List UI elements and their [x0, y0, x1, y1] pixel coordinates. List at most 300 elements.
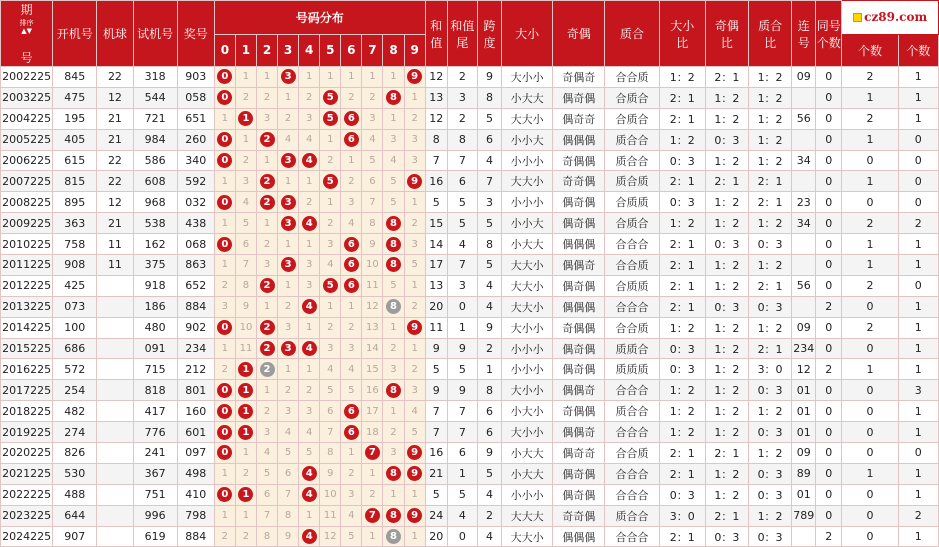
count-a-cell: 1: [842, 255, 898, 276]
sum-tail-cell: 5: [447, 213, 477, 234]
distribution-cell-miss: 2: [320, 213, 341, 234]
same-count-cell: 0: [816, 338, 842, 359]
distribution-cell-miss: 3: [256, 422, 277, 443]
span-cell: 4: [477, 526, 501, 547]
count-a-cell: 2: [842, 213, 898, 234]
distribution-cell-hit: [299, 338, 320, 359]
hit-ball: 0: [217, 445, 232, 460]
distribution-cell-hit: [278, 338, 299, 359]
open-number-header-label: 开机号: [56, 27, 93, 41]
distribution-cell-miss: 2: [214, 526, 235, 547]
size-header-label: 大小: [515, 27, 540, 41]
hit-ball: 8: [386, 508, 401, 523]
size-ratio-cell: 2：1: [659, 443, 705, 464]
distribution-cell-miss: 6: [320, 401, 341, 422]
test-number-cell: 417: [133, 401, 177, 422]
distribution-cell-miss: 1: [278, 234, 299, 255]
count-b-cell: 1: [898, 338, 938, 359]
open-number-cell: 908: [53, 255, 97, 276]
distribution-cell-miss: 2: [341, 87, 362, 108]
distribution-cell-miss: 1: [299, 171, 320, 192]
sum-cell: 12: [425, 108, 447, 129]
distribution-cell-miss: 10: [320, 484, 341, 505]
span-header-label: 跨: [483, 18, 496, 33]
digit-header-7: 7: [362, 34, 383, 66]
table-row: [1, 484, 939, 505]
distribution-cell-hit: [383, 526, 404, 547]
same-count-cell: 0: [816, 505, 842, 526]
consecutive-cell: 09: [792, 317, 816, 338]
distribution-cell-miss: 3: [404, 129, 425, 150]
distribution-cell-miss: 9: [278, 526, 299, 547]
hit-ball: 2: [260, 320, 275, 335]
hit-ball: 0: [217, 320, 232, 335]
parity-ratio-cell: 1：2: [705, 380, 748, 401]
distribution-cell-miss: 4: [278, 422, 299, 443]
distribution-cell-hit: [299, 463, 320, 484]
test-number-cell: 091: [133, 338, 177, 359]
test-number-header: [133, 1, 177, 67]
same-count-cell: 0: [816, 171, 842, 192]
distribution-cell-miss: 16: [362, 380, 383, 401]
size-ratio-header-label: 大小: [670, 18, 695, 33]
period-cell: 2004225: [1, 108, 53, 129]
distribution-cell-miss: 5: [235, 213, 256, 234]
test-number-cell: 318: [133, 67, 177, 88]
consecutive-cell: 789: [792, 505, 816, 526]
sort-label: 排序: [19, 19, 34, 27]
distribution-cell-hit: [320, 87, 341, 108]
distribution-cell-hit: [341, 234, 362, 255]
count-a-cell: 1: [842, 359, 898, 380]
award-number-cell: 234: [177, 338, 214, 359]
distribution-cell-hit: [383, 296, 404, 317]
distribution-cell-miss: 1: [404, 87, 425, 108]
distribution-cell-miss: 6: [256, 484, 277, 505]
award-number-cell: 592: [177, 171, 214, 192]
sum-tail-cell: 1: [447, 463, 477, 484]
parity-pattern-cell: 偶奇偶: [553, 359, 605, 380]
digit-header-2: 2: [256, 34, 277, 66]
distribution-cell-hit: [383, 234, 404, 255]
table-row: [1, 422, 939, 443]
distribution-cell-miss: 3: [404, 234, 425, 255]
distribution-cell-hit: [278, 150, 299, 171]
sum-header-label-2: 值: [430, 35, 443, 50]
test-number-cell: 721: [133, 108, 177, 129]
span-cell: 2: [477, 338, 501, 359]
digit-header-3: 3: [278, 34, 299, 66]
distribution-cell-hit: [299, 213, 320, 234]
open-number-cell: 363: [53, 213, 97, 234]
award-number-cell: 863: [177, 255, 214, 276]
span-cell: 8: [477, 87, 501, 108]
distribution-cell-miss: 2: [362, 484, 383, 505]
distribution-cell-hit: [214, 87, 235, 108]
distribution-cell-hit: [299, 296, 320, 317]
span-cell: 8: [477, 234, 501, 255]
test-number-cell: 918: [133, 275, 177, 296]
prime-pattern-cell: 质合合: [605, 505, 659, 526]
span-cell: 5: [477, 108, 501, 129]
distribution-cell-miss: 4: [299, 422, 320, 443]
sum-cell: 21: [425, 463, 447, 484]
period-cell: 2012225: [1, 275, 53, 296]
size-pattern-cell: 小大大: [502, 234, 553, 255]
prime-ratio-cell: 1：2: [748, 401, 791, 422]
distribution-cell-miss: 1: [320, 129, 341, 150]
size-ratio-header-label-2: 比: [676, 35, 689, 50]
open-number-cell: 758: [53, 234, 97, 255]
sort-arrows-icon[interactable]: 排序 ▲▼: [19, 19, 34, 35]
distribution-cell-miss: 3: [341, 484, 362, 505]
award-number-cell: 902: [177, 317, 214, 338]
parity-pattern-cell: 奇偶偶: [553, 401, 605, 422]
parity-pattern-cell: 偶偶偶: [553, 129, 605, 150]
consecutive-header-label-2: 号: [797, 35, 810, 50]
distribution-cell-miss: 3: [299, 255, 320, 276]
distribution-cell-miss: 8: [320, 443, 341, 464]
distribution-cell-hit: [383, 380, 404, 401]
prime-ratio-cell: 0：3: [748, 463, 791, 484]
same-count-cell: 0: [816, 87, 842, 108]
count-a-cell: 0: [842, 401, 898, 422]
hit-ball: 7: [365, 445, 380, 460]
parity-pattern-cell: 偶偶偶: [553, 296, 605, 317]
prime-ratio-cell: 1：2: [748, 505, 791, 526]
count-a-cell: 0: [842, 150, 898, 171]
prime-pattern-cell: 合质合: [605, 87, 659, 108]
table-header: [1, 1, 939, 67]
parity-ratio-cell: 2：1: [705, 505, 748, 526]
table-row: [1, 505, 939, 526]
consecutive-cell: [792, 526, 816, 547]
sum-cell: 7: [425, 150, 447, 171]
machine-header: [97, 1, 133, 67]
size-ratio-cell: 0：3: [659, 359, 705, 380]
distribution-cell-miss: 1: [320, 67, 341, 88]
sum-tail-cell: 0: [447, 296, 477, 317]
same-count-cell: 2: [816, 526, 842, 547]
hit-ball: 5: [323, 278, 338, 293]
machine-cell: 22: [97, 67, 133, 88]
table-row: [1, 443, 939, 464]
distribution-cell-miss: 2: [278, 380, 299, 401]
parity-ratio-cell: 1：2: [705, 108, 748, 129]
distribution-cell-hit: [214, 422, 235, 443]
prime-pattern-cell: 合质质: [605, 192, 659, 213]
distribution-cell-miss: 1: [320, 192, 341, 213]
machine-cell: [97, 275, 133, 296]
count-b-cell: 1: [898, 108, 938, 129]
span-cell: 9: [477, 67, 501, 88]
open-number-cell: 073: [53, 296, 97, 317]
test-number-cell: 586: [133, 150, 177, 171]
size-pattern-cell: 大小小: [502, 422, 553, 443]
award-number-cell: 058: [177, 87, 214, 108]
size-pattern-cell: 小小小: [502, 338, 553, 359]
prime-header-label: 质合: [620, 27, 645, 41]
distribution-cell-miss: 2: [404, 108, 425, 129]
hit-ball: 4: [302, 299, 317, 314]
distribution-cell-miss: 1: [320, 296, 341, 317]
sum-cell: 20: [425, 526, 447, 547]
award-number-cell: 903: [177, 67, 214, 88]
table-row: [1, 380, 939, 401]
parity-pattern-cell: 偶奇偶: [553, 463, 605, 484]
open-number-cell: 572: [53, 359, 97, 380]
open-number-cell: 195: [53, 108, 97, 129]
distribution-cell-miss: 3: [299, 401, 320, 422]
period-header[interactable]: [1, 1, 53, 67]
hit-ball: 8: [386, 466, 401, 481]
same-count-cell: 0: [816, 401, 842, 422]
logo-square-icon: [853, 13, 862, 22]
period-header-label: 期: [20, 3, 33, 17]
distribution-cell-miss: 14: [362, 338, 383, 359]
count-a-cell: 1: [842, 234, 898, 255]
parity-ratio-cell: 0：3: [705, 234, 748, 255]
size-pattern-cell: 大小小: [502, 380, 553, 401]
distribution-cell-miss: 5: [341, 526, 362, 547]
award-number-cell: 260: [177, 129, 214, 150]
prime-pattern-cell: 合合合: [605, 526, 659, 547]
sum-cell: 24: [425, 505, 447, 526]
machine-cell: [97, 484, 133, 505]
distribution-cell-miss: 2: [341, 317, 362, 338]
count-a-cell: 2: [842, 108, 898, 129]
parity-ratio-cell: 2：1: [705, 443, 748, 464]
distribution-cell-miss: 10: [362, 255, 383, 276]
count-a-cell: 1: [842, 463, 898, 484]
consecutive-cell: 09: [792, 67, 816, 88]
size-ratio-cell: 2：1: [659, 108, 705, 129]
table-row: [1, 87, 939, 108]
logo-text: cz89.com: [864, 10, 928, 25]
hit-ball: 2: [260, 195, 275, 210]
distribution-cell-miss: 5: [278, 443, 299, 464]
distribution-cell-miss: 5: [404, 422, 425, 443]
consecutive-header: [792, 1, 816, 67]
hit-ball: 1: [238, 425, 253, 440]
distribution-cell-miss: 10: [235, 317, 256, 338]
same-count-cell: 0: [816, 150, 842, 171]
consecutive-cell: 34: [792, 150, 816, 171]
distribution-cell-miss: 12: [320, 526, 341, 547]
distribution-cell-miss: 2: [404, 296, 425, 317]
distribution-cell-miss: 11: [320, 505, 341, 526]
hit-ball: 8: [386, 216, 401, 231]
parity-ratio-cell: 1：2: [705, 255, 748, 276]
span-cell: 5: [477, 463, 501, 484]
hit-ball: 0: [217, 69, 232, 84]
period-cell: 2018225: [1, 401, 53, 422]
site-logo[interactable]: [842, 8, 938, 27]
span-cell: 9: [477, 317, 501, 338]
parity-ratio-cell: 1：2: [705, 463, 748, 484]
sum-cell: 7: [425, 422, 447, 443]
period-cell: 2008225: [1, 192, 53, 213]
span-cell: 6: [477, 422, 501, 443]
parity-pattern-cell: 奇奇偶: [553, 505, 605, 526]
size-pattern-cell: 大大小: [502, 171, 553, 192]
distribution-cell-miss: 1: [214, 213, 235, 234]
machine-cell: 22: [97, 150, 133, 171]
consecutive-cell: 01: [792, 422, 816, 443]
machine-cell: [97, 317, 133, 338]
sum-tail-cell: 3: [447, 87, 477, 108]
prime-header: [605, 1, 659, 67]
prime-ratio-cell: 2：1: [748, 338, 791, 359]
prime-pattern-cell: 合合质: [605, 67, 659, 88]
distribution-cell-miss: 15: [362, 359, 383, 380]
distribution-cell-miss: 1: [362, 526, 383, 547]
table-row: [1, 171, 939, 192]
hit-ball: 8: [386, 90, 401, 105]
distribution-header-label: 号码分布: [295, 10, 344, 25]
digit-header-5: 5: [320, 34, 341, 66]
test-number-cell: 715: [133, 359, 177, 380]
hit-ball: 6: [344, 111, 359, 126]
count-a-header: [842, 34, 898, 66]
hit-ball: 5: [323, 111, 338, 126]
distribution-cell-miss: 1: [341, 443, 362, 464]
period-cell: 2016225: [1, 359, 53, 380]
distribution-cell-miss: 3: [278, 317, 299, 338]
sum-tail-cell: 7: [447, 422, 477, 443]
span-cell: 9: [477, 443, 501, 464]
machine-cell: 21: [97, 213, 133, 234]
prime-pattern-cell: 质合合: [605, 401, 659, 422]
open-number-cell: 425: [53, 275, 97, 296]
count-b-cell: 1: [898, 422, 938, 443]
parity-ratio-cell: 1：2: [705, 150, 748, 171]
count-b-cell: 1: [898, 463, 938, 484]
count-b-cell: 0: [898, 443, 938, 464]
parity-header-label: 奇偶: [566, 27, 591, 41]
parity-ratio-cell: 0：3: [705, 526, 748, 547]
distribution-cell-miss: 17: [362, 401, 383, 422]
distribution-cell-hit: [383, 255, 404, 276]
sum-cell: 13: [425, 87, 447, 108]
hit-ball: 9: [407, 508, 422, 523]
distribution-cell-miss: 1: [404, 192, 425, 213]
distribution-cell-miss: 8: [235, 275, 256, 296]
period-cell: 2017225: [1, 380, 53, 401]
distribution-cell-hit: [214, 443, 235, 464]
repeat-ball: 2: [260, 362, 275, 377]
table-row: [1, 526, 939, 547]
distribution-cell-miss: 2: [383, 422, 404, 443]
prime-pattern-cell: 质质合: [605, 338, 659, 359]
sum-tail-cell: 1: [447, 317, 477, 338]
distribution-cell-hit: [341, 422, 362, 443]
prime-ratio-cell: 3：0: [748, 359, 791, 380]
size-pattern-cell: 大小小: [502, 67, 553, 88]
consecutive-cell: [792, 129, 816, 150]
count-b-cell: 0: [898, 275, 938, 296]
distribution-cell-miss: 5: [256, 463, 277, 484]
sum-tail-cell: 5: [447, 192, 477, 213]
period-cell: 2024225: [1, 526, 53, 547]
size-pattern-cell: 大大大: [502, 505, 553, 526]
hit-ball: 0: [217, 90, 232, 105]
same-count-cell: 0: [816, 129, 842, 150]
period-cell: 2023225: [1, 505, 53, 526]
hit-ball: 1: [238, 383, 253, 398]
size-ratio-cell: 2：1: [659, 255, 705, 276]
sum-cell: 14: [425, 234, 447, 255]
distribution-cell-miss: 1: [256, 213, 277, 234]
count-a-cell: 1: [842, 171, 898, 192]
size-ratio-cell: 2：1: [659, 234, 705, 255]
award-number-cell: 884: [177, 296, 214, 317]
prime-ratio-cell: 2：1: [748, 192, 791, 213]
hit-ball: 0: [217, 195, 232, 210]
distribution-cell-hit: [235, 422, 256, 443]
distribution-cell-miss: 1: [256, 380, 277, 401]
count-a-cell: 0: [842, 484, 898, 505]
distribution-cell-miss: 9: [235, 296, 256, 317]
award-number-cell: 212: [177, 359, 214, 380]
parity-pattern-cell: 奇奇偶: [553, 171, 605, 192]
sum-cell: 8: [425, 129, 447, 150]
parity-pattern-cell: 偶偶偶: [553, 526, 605, 547]
parity-pattern-cell: 偶偶偶: [553, 234, 605, 255]
prime-ratio-header: [748, 1, 791, 67]
hit-ball: 4: [302, 487, 317, 502]
hit-ball: 9: [407, 174, 422, 189]
award-number-cell: 097: [177, 443, 214, 464]
same-count-cell: 2: [816, 359, 842, 380]
same-count-cell: 0: [816, 380, 842, 401]
prime-ratio-cell: 1：2: [748, 87, 791, 108]
span-cell: 1: [477, 359, 501, 380]
parity-ratio-cell: 0：3: [705, 296, 748, 317]
hit-ball: 4: [302, 529, 317, 544]
distribution-cell-miss: 3: [341, 338, 362, 359]
sum-tail-cell: 9: [447, 338, 477, 359]
size-pattern-cell: 大小小: [502, 317, 553, 338]
sum-tail-cell: 4: [447, 505, 477, 526]
distribution-cell-miss: 1: [278, 275, 299, 296]
distribution-cell-hit: [362, 443, 383, 464]
count-a-cell: 0: [842, 192, 898, 213]
parity-pattern-cell: 奇偶奇: [553, 67, 605, 88]
test-number-cell: 186: [133, 296, 177, 317]
distribution-cell-miss: 1: [299, 505, 320, 526]
distribution-cell-miss: 3: [235, 171, 256, 192]
test-number-cell: 608: [133, 171, 177, 192]
span-cell: 2: [477, 505, 501, 526]
count-b-cell: 1: [898, 484, 938, 505]
consecutive-cell: 01: [792, 380, 816, 401]
distribution-cell-hit: [320, 275, 341, 296]
distribution-cell-miss: 8: [278, 505, 299, 526]
consecutive-cell: [792, 255, 816, 276]
open-number-header: [53, 1, 97, 67]
distribution-cell-hit: [404, 463, 425, 484]
distribution-cell-miss: 1: [299, 317, 320, 338]
period-cell: 2022225: [1, 484, 53, 505]
distribution-cell-miss: 4: [404, 401, 425, 422]
prime-pattern-cell: 合合质: [605, 255, 659, 276]
machine-cell: 22: [97, 171, 133, 192]
machine-cell: 11: [97, 255, 133, 276]
prime-pattern-cell: 合合合: [605, 463, 659, 484]
hit-ball: 6: [344, 132, 359, 147]
distribution-cell-hit: [214, 484, 235, 505]
